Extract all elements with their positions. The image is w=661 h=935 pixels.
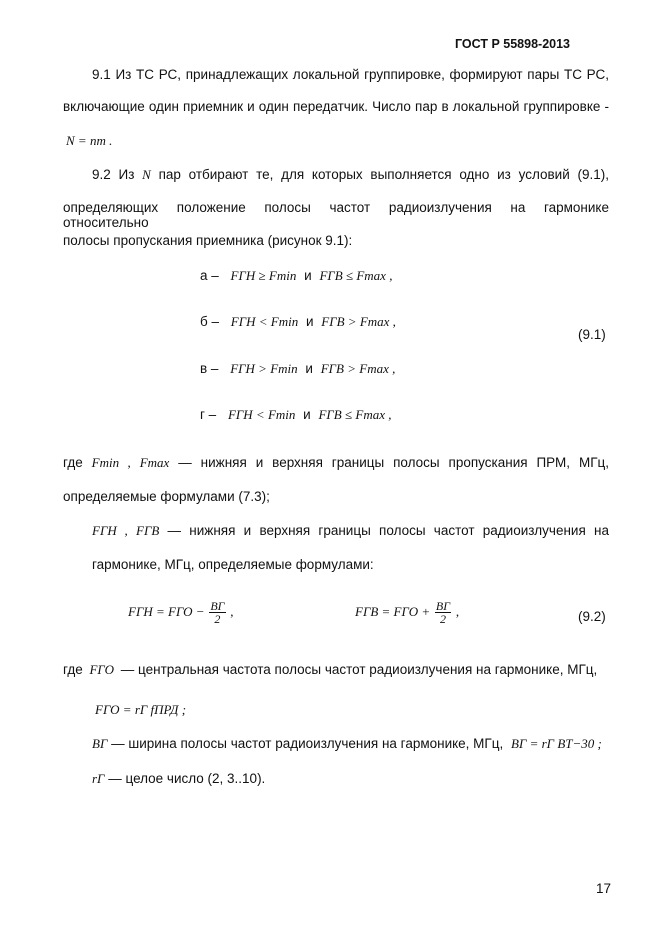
fraction-denominator: 2 (214, 612, 221, 626)
condition-and: и (304, 268, 312, 283)
where-fgn-fgv-text: — нижняя и верхняя границы полосы частот радиоизлучения на (167, 523, 609, 538)
para-9-2-rest: пар отбирают те, для которых выполняется одно из условий (9.1), (158, 167, 609, 182)
condition-and: и (305, 361, 313, 376)
var-n: N (142, 167, 151, 182)
condition-row (200, 407, 391, 423)
fgn-lhs: FГН = FГО − (128, 604, 205, 620)
condition-label: а – (200, 268, 219, 283)
condition-label: г – (200, 407, 217, 422)
equation-comma: , (230, 604, 234, 620)
fraction-denominator: 2 (439, 612, 446, 626)
var-fgo: FГО (89, 662, 115, 677)
where-word: где (63, 455, 83, 470)
fgo-formula: FГО = rГ fПРД ; (95, 702, 187, 717)
where-fmin-fmax-line-1 (63, 455, 609, 471)
fraction-bg-over-2 (435, 600, 451, 625)
condition-lower: FГН > Fmin (230, 361, 298, 376)
fgv-lhs: FГВ = FГО + (355, 604, 431, 620)
condition-lower: FГН < Fmin (230, 314, 299, 329)
condition-and: и (303, 407, 311, 422)
condition-label: б – (200, 314, 219, 329)
equation-comma: , (455, 604, 460, 620)
equation-fgv (355, 600, 459, 625)
para-9-2-line-3: полосы пропускания приемника (рисунок 9.1): (63, 233, 353, 248)
var-rg: rГ (92, 771, 105, 786)
para-9-2-line-1 (92, 167, 609, 183)
condition-lower: FГН ≥ Fmin (230, 268, 297, 283)
condition-upper: FГВ > Fmax , (320, 361, 396, 376)
condition-upper: FГВ ≤ Fmax , (319, 268, 393, 283)
para-9-1-line-2: включающие один приемник и один передатчик. Число пар в локальной группировке - (63, 99, 609, 114)
document-header: ГОСТ Р 55898-2013 (455, 37, 571, 51)
where-bg-text: — ширина полосы частот радиоизлучения на гармонике, МГц, (111, 736, 504, 751)
equation-number-9-2: (9.2) (578, 609, 606, 624)
condition-label: в – (200, 361, 219, 376)
var-fmin: Fmin , (91, 455, 131, 470)
para-9-2-line-2: определяющих положение полосы частот радиоизлучения на гармонике относительно (63, 200, 609, 230)
condition-row (200, 361, 395, 377)
where-fgo-line (63, 662, 597, 678)
fraction-bg-over-2 (209, 600, 225, 625)
bg-formula: BГ = rГ BТ−30 ; (511, 736, 602, 751)
where-rg-text: — целое число (2, 3..10). (108, 771, 266, 786)
where-fmin-fmax-text: — нижняя и верхняя границы полосы пропускания ПРМ, МГц, (178, 455, 609, 470)
where-fgn-fgv-line-2: гармонике, МГц, определяемые формулами: (92, 557, 374, 572)
page-number: 17 (596, 881, 612, 896)
where-rg-line (92, 771, 265, 787)
para-9-2-prefix: 9.2 Из (92, 167, 135, 182)
where-fmin-fmax-line-2: определяемые формулами (7.3); (63, 489, 270, 504)
var-bg: BГ (92, 736, 108, 751)
fraction-numerator: BГ (210, 599, 225, 613)
where-word: где (63, 662, 83, 677)
pair-count-formula: N = nm . (66, 133, 113, 148)
where-fgn-fgv-line-1 (92, 523, 609, 539)
equation-number-9-1: (9.1) (578, 327, 606, 342)
var-fgv: FГВ (136, 523, 160, 538)
condition-upper: FГВ ≤ Fmax , (318, 407, 392, 422)
equation-fgn (128, 600, 234, 625)
where-bg-line (92, 736, 602, 752)
where-fgo-text: — центральная частота полосы частот радиоизлучения на гармонике, МГц, (120, 662, 598, 677)
var-fgn: FГН , (92, 523, 128, 538)
condition-row (200, 268, 392, 284)
para-9-1-line-1: 9.1 Из ТС РС, принадлежащих локальной группировке, формируют пары ТС РС, (92, 67, 609, 82)
condition-and: и (305, 314, 314, 329)
var-fmax: Fmax (139, 455, 170, 470)
condition-lower: FГН < Fmin (227, 407, 296, 422)
condition-upper: FГВ > Fmax , (321, 314, 396, 329)
condition-row (200, 314, 396, 330)
fraction-numerator: BГ (435, 599, 451, 613)
